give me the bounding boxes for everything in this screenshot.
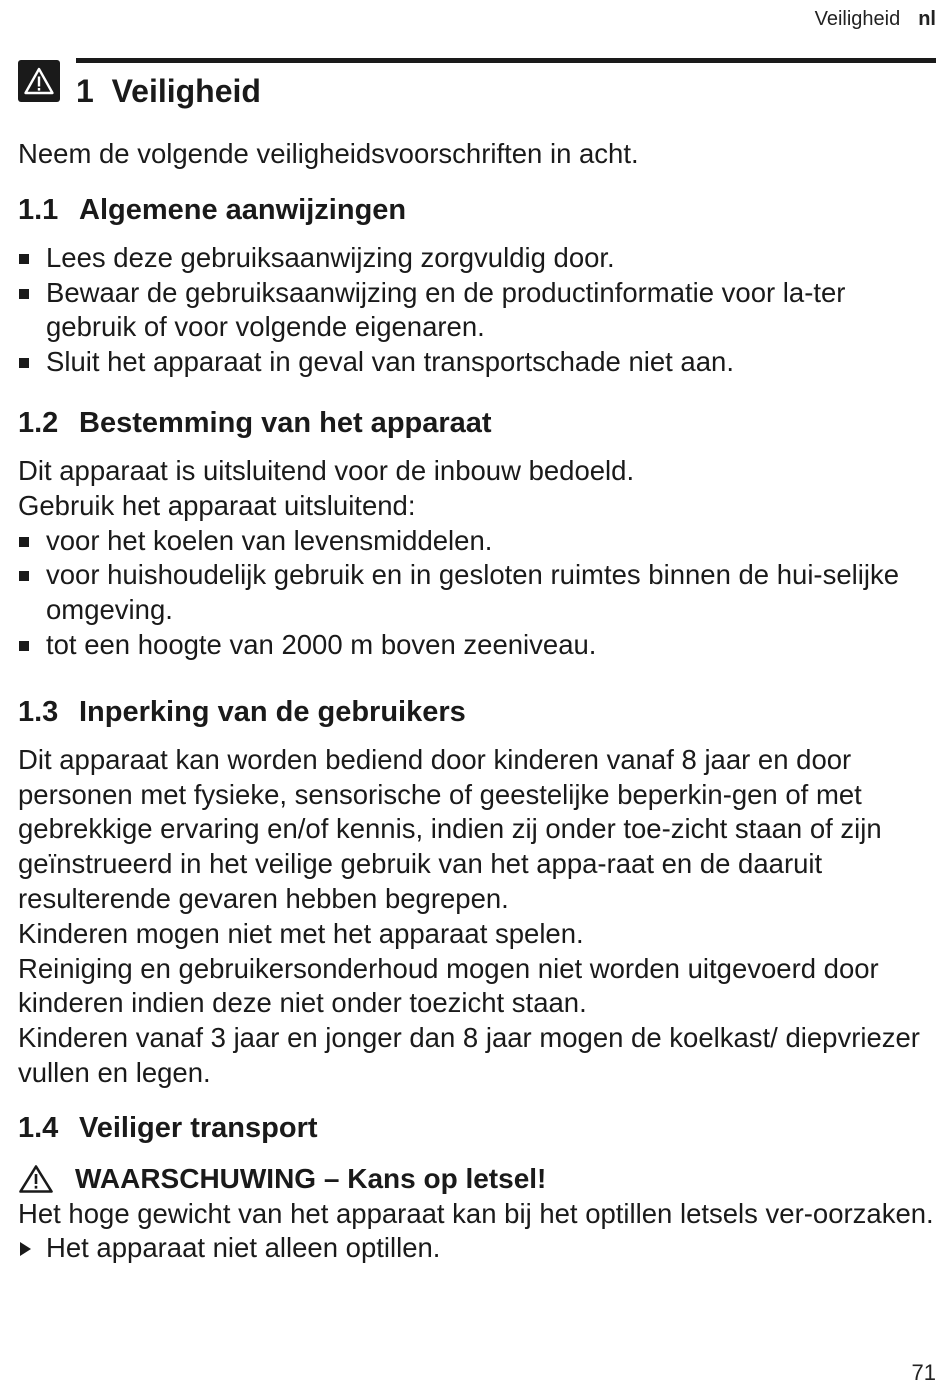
- warning-heading: [18, 1162, 936, 1197]
- list-item: voor huishoudelijk gebruik en in gesloten ruimtes binnen de hui-selijke omgeving.: [18, 558, 936, 628]
- section-number: 1.4: [18, 1111, 59, 1144]
- page-number: 71: [911, 1360, 936, 1385]
- paragraph: Dit apparaat kan worden bediend door kinderen vanaf 8 jaar en door personen met fysieke, sensorische of geestelijke beperkin-gen of met gebrekkige ervaring en/of kennis, indien zij onder toe-zicht staan of zijn geïnstrueerd in het veilige gebruik van het appa-raat en de daaruit resulterende gevaren hebben begrepen.: [18, 743, 882, 914]
- section-title: Inperking van de gebruikers: [79, 695, 466, 728]
- chapter-intro: Neem de volgende veiligheidsvoorschriften in acht.: [18, 138, 639, 169]
- section-heading-1-1: [18, 192, 936, 228]
- chapter-title: [76, 70, 261, 112]
- paragraph: Kinderen vanaf 3 jaar en jonger dan 8 jaar mogen de koelkast/ diepvriezer vullen en legen.: [18, 1022, 920, 1088]
- list-item: Bewaar de gebruiksaanwijzing en de productinformatie voor la-ter gebruik of voor volgende eigenaren.: [18, 276, 936, 346]
- general-instructions-list: [18, 241, 936, 380]
- page-content: [18, 137, 936, 1266]
- section-heading-1-2: [18, 405, 936, 441]
- section-number: 1.3: [18, 695, 59, 728]
- warning-title: WAARSCHUWING – Kans op letsel!: [75, 1162, 547, 1194]
- header-rule: [76, 58, 936, 63]
- chapter-title-text: Veiligheid: [111, 73, 261, 109]
- paragraph: Kinderen mogen niet met het apparaat spelen.: [18, 917, 584, 949]
- list-item: voor het koelen van levensmiddelen.: [18, 524, 936, 559]
- warning-triangle-icon: [18, 60, 60, 102]
- section-heading-1-3: [18, 694, 936, 730]
- page-header: [815, 8, 936, 31]
- action-item: Het apparaat niet alleen optillen.: [18, 1231, 936, 1266]
- section-number: 1.2: [18, 406, 59, 439]
- header-section: Veiligheid: [814, 8, 901, 30]
- section-title: Algemene aanwijzingen: [79, 193, 407, 226]
- chapter-number: 1: [76, 73, 94, 109]
- list-item: Lees deze gebruiksaanwijzing zorgvuldig door.: [18, 241, 936, 276]
- paragraph: Dit apparaat is uitsluitend voor de inbouw bedoeld.: [18, 454, 635, 486]
- paragraph: Reiniging en gebruikersonderhoud mogen niet worden uitgevoerd door kinderen indien deze niet onder toezicht staan.: [18, 952, 879, 1019]
- list-item: tot een hoogte van 2000 m boven zeeniveau.: [18, 628, 936, 663]
- list-item: Sluit het apparaat in geval van transportschade niet aan.: [18, 345, 936, 380]
- section-title: Bestemming van het apparaat: [79, 406, 492, 439]
- section-heading-1-4: [18, 1110, 936, 1146]
- warning-triangle-outline-icon: [18, 1164, 54, 1194]
- intended-use-list: [18, 524, 936, 663]
- action-list: [18, 1231, 936, 1266]
- paragraph: Gebruik het apparaat uitsluitend:: [18, 489, 416, 521]
- warning-text: Het hoge gewicht van het apparaat kan bij het optillen letsels ver-oorzaken.: [18, 1197, 934, 1229]
- section-number: 1.1: [18, 193, 59, 226]
- section-title: Veiliger transport: [79, 1111, 318, 1144]
- header-language: nl: [918, 8, 936, 30]
